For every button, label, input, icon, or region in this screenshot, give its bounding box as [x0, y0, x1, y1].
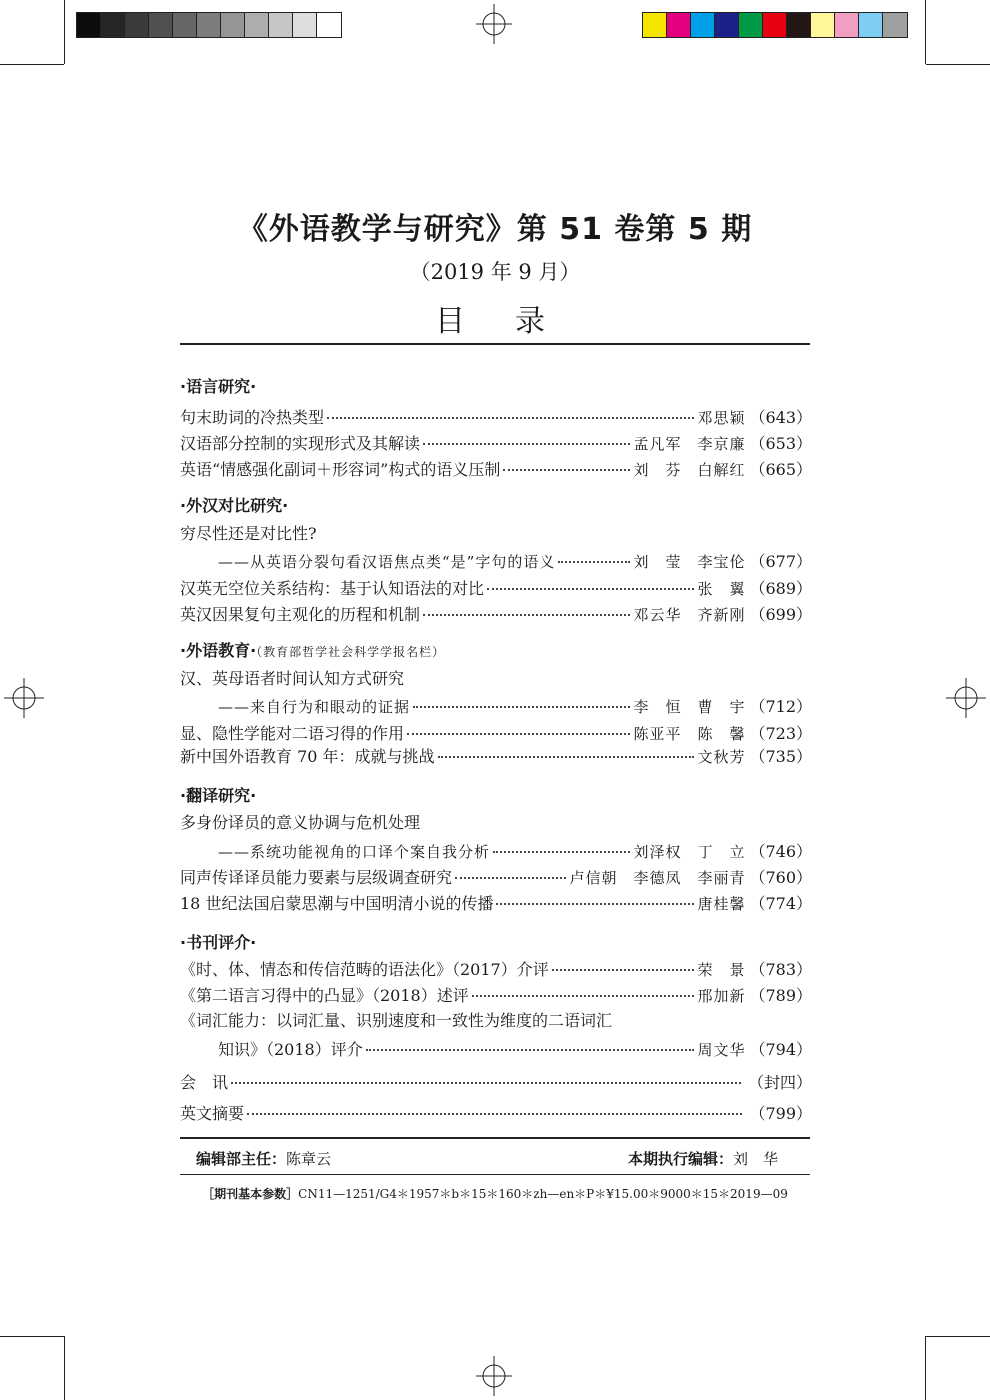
leader-dots	[247, 1113, 742, 1115]
entry-page: （665）	[749, 460, 812, 479]
entry-title: 句末助词的冷热类型	[180, 408, 325, 427]
gray-swatch	[173, 13, 197, 37]
toc-heading: 目 录	[435, 304, 555, 339]
gray-swatch	[293, 13, 317, 37]
toc-entry[interactable]	[180, 576, 812, 599]
header-divider	[180, 343, 810, 345]
entry-authors: 文秋芳	[697, 748, 746, 766]
toc-entry-news[interactable]	[180, 1070, 812, 1093]
process-color-bar	[642, 12, 908, 38]
entry-title: 18 世纪法国启蒙思潮与中国明清小说的传播	[180, 894, 494, 913]
leader-dots	[438, 756, 695, 758]
leader-dots	[423, 443, 630, 445]
exec-editor-name: 刘 华	[733, 1150, 779, 1168]
registration-mark-left	[4, 678, 44, 718]
leader-dots	[472, 995, 695, 997]
leader-dots	[503, 469, 630, 471]
gray-swatch	[197, 13, 221, 37]
color-swatch	[691, 13, 715, 37]
entry-page: （783）	[749, 960, 812, 979]
entry-page: （653）	[749, 434, 812, 453]
color-swatch	[667, 13, 691, 37]
color-swatch	[763, 13, 787, 37]
color-swatch	[715, 13, 739, 37]
entry-page: （735）	[749, 747, 812, 766]
footer-divider-bottom	[180, 1174, 810, 1175]
leader-dots	[413, 706, 630, 708]
leader-dots	[487, 588, 694, 590]
editor-label: 编辑部主任：	[196, 1150, 287, 1168]
toc-entry[interactable]	[180, 891, 812, 914]
entry-authors: 陈亚平 陈 馨	[633, 725, 746, 743]
gray-swatch	[245, 13, 269, 37]
entry-title: 汉语部分控制的实现形式及其解读	[180, 434, 421, 453]
entry-authors: 刘 芬 白解红	[633, 461, 746, 479]
entry-authors: 荣 景	[697, 961, 746, 979]
color-swatch	[811, 13, 835, 37]
entry-authors: 孟凡军 李京廉	[633, 435, 746, 453]
entry-authors: 周文华	[697, 1041, 746, 1059]
entry-title: 汉英无空位关系结构：基于认知语法的对比	[180, 579, 485, 598]
leader-dots	[366, 1049, 695, 1051]
toc-entry[interactable]	[218, 839, 812, 862]
entry-authors: 刘 莹 李宝伦	[633, 553, 746, 571]
section-heading: ·外汉对比研究·	[180, 496, 289, 515]
entry-authors: 刘泽权 丁 立	[633, 843, 746, 861]
entry-page: （677）	[749, 552, 812, 571]
entry-title[interactable]: 汉、英母语者时间认知方式研究	[180, 669, 405, 688]
leader-dots	[552, 969, 695, 971]
section-heading: ·书刊评介·	[180, 933, 257, 952]
toc-entry[interactable]	[180, 405, 812, 428]
entry-subtitle: ——来自行为和眼动的证据	[218, 698, 411, 716]
toc-entry[interactable]	[180, 957, 812, 980]
entry-subtitle: ——从英语分裂句看汉语焦点类“是”字句的语义	[218, 553, 556, 571]
leader-dots	[493, 851, 630, 853]
footer-divider-top	[180, 1137, 810, 1139]
color-swatch	[859, 13, 883, 37]
leader-dots	[455, 877, 566, 879]
gray-swatch	[125, 13, 149, 37]
toc-entry[interactable]	[218, 1037, 812, 1060]
entry-authors: 李 恒 曹 宇	[633, 698, 746, 716]
entry-page: （封四）	[747, 1073, 812, 1092]
params-label: ［期刊基本参数］	[202, 1187, 299, 1201]
toc-entry[interactable]	[180, 602, 812, 625]
leader-dots	[231, 1082, 741, 1084]
entry-title[interactable]: 多身份译员的意义协调与危机处理	[180, 813, 421, 832]
registration-mark-right	[946, 678, 986, 718]
entry-title: 英语“情感强化副词＋形容词”构式的语义压制	[180, 460, 501, 479]
section-note: （教育部哲学社会科学学报名栏）	[256, 645, 446, 659]
toc-entry[interactable]	[180, 983, 812, 1006]
section-heading	[180, 638, 445, 661]
entry-subtitle: ——系统功能视角的口译个案自我分析	[218, 843, 491, 861]
entry-authors: 卢信朝 李德凤 李丽青	[569, 869, 746, 887]
gray-swatch	[317, 13, 341, 37]
entry-title[interactable]: 穷尽性还是对比性?	[180, 524, 317, 543]
registration-mark-bottom	[474, 1356, 514, 1396]
entry-title: 英文摘要	[180, 1104, 245, 1123]
entry-title: 新中国外语教育 70 年：成就与挑战	[180, 747, 435, 766]
gray-swatch	[149, 13, 173, 37]
params-value: CN11—1251/G4＊1957＊b＊15＊160＊zh—en＊P＊¥15.00＊9000＊15＊2019—09	[298, 1187, 788, 1201]
section-heading: ·语言研究·	[180, 377, 257, 396]
toc-entry-abstracts[interactable]	[180, 1101, 812, 1124]
gray-swatch	[77, 13, 101, 37]
gray-swatch	[221, 13, 245, 37]
color-swatch	[739, 13, 763, 37]
entry-authors: 邓思颖	[697, 409, 746, 427]
gray-swatch	[101, 13, 125, 37]
toc-entry[interactable]	[180, 744, 812, 767]
entry-title[interactable]: 《词汇能力：以词汇量、识别速度和一致性为维度的二语词汇	[180, 1011, 613, 1030]
journal-parameters	[0, 1185, 990, 1202]
registration-mark-top	[474, 4, 514, 44]
grayscale-color-bar	[76, 12, 342, 38]
entry-authors: 邓云华 齐新刚	[633, 606, 746, 624]
toc-entry[interactable]	[180, 431, 812, 454]
gray-swatch	[269, 13, 293, 37]
entry-page: （712）	[749, 697, 812, 716]
section-heading: ·翻译研究·	[180, 786, 257, 805]
toc-entry[interactable]	[180, 865, 812, 888]
entry-title: 《时、体、情态和传信范畴的语法化》（2017）介评	[180, 960, 549, 979]
journal-issue-title: 《外语教学与研究》第 51 卷第 5 期	[237, 212, 753, 247]
color-swatch	[835, 13, 859, 37]
toc-entry[interactable]	[180, 721, 812, 744]
entry-page: （746）	[749, 842, 812, 861]
issue-date: （2019 年 9 月）	[409, 260, 581, 284]
leader-dots	[327, 417, 694, 419]
entry-page: （689）	[749, 579, 812, 598]
entry-title: 会 讯	[180, 1073, 229, 1092]
entry-title: 同声传译译员能力要素与层级调查研究	[180, 868, 453, 887]
leader-dots	[423, 614, 630, 616]
executive-editor	[628, 1148, 778, 1169]
entry-title: 《第二语言习得中的凸显》（2018）述评	[180, 986, 469, 1005]
toc-entry[interactable]	[180, 457, 812, 480]
color-swatch	[787, 13, 811, 37]
entry-title: 英汉因果复句主观化的历程和机制	[180, 605, 421, 624]
entry-page: （723）	[749, 724, 812, 743]
entry-page: （699）	[749, 605, 812, 624]
entry-page: （760）	[749, 868, 812, 887]
entry-authors: 邢加新	[697, 987, 746, 1005]
leader-dots	[407, 733, 630, 735]
entry-authors: 张 翼	[697, 580, 746, 598]
entry-page: （643）	[749, 408, 812, 427]
exec-editor-label: 本期执行编辑：	[628, 1150, 734, 1168]
entry-page: （789）	[749, 986, 812, 1005]
section-heading-label: ·外语教育·	[180, 641, 257, 660]
color-swatch	[883, 13, 907, 37]
leader-dots	[496, 903, 694, 905]
leader-dots	[558, 561, 630, 563]
entry-page: （799）	[749, 1104, 812, 1123]
toc-entry[interactable]	[218, 694, 812, 717]
entry-authors: 唐桂馨	[697, 895, 746, 913]
color-swatch	[643, 13, 667, 37]
toc-entry[interactable]	[218, 549, 812, 572]
entry-page: （794）	[749, 1040, 812, 1059]
editor-name: 陈章云	[286, 1150, 332, 1168]
editor-in-chief	[196, 1148, 331, 1169]
entry-title: 显、隐性学能对二语习得的作用	[180, 724, 405, 743]
entry-title-continued: 知识》（2018）评介	[218, 1040, 363, 1059]
entry-page: （774）	[749, 894, 812, 913]
